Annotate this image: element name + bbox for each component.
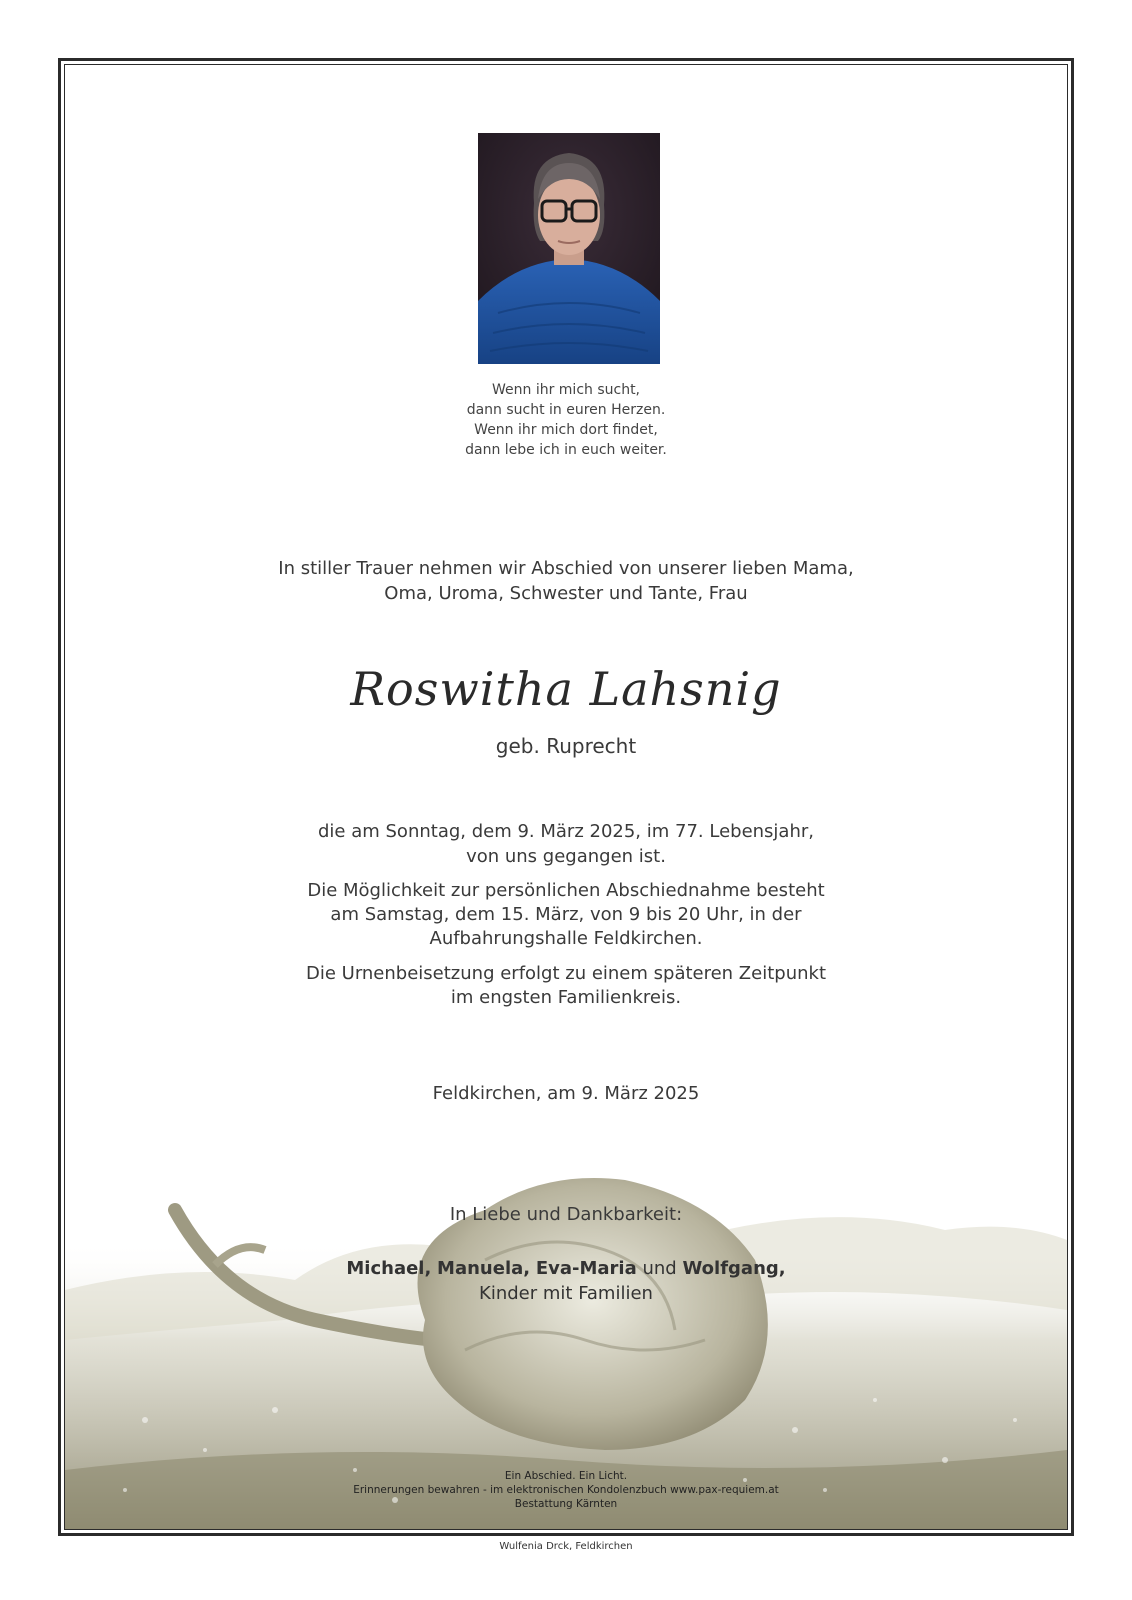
portrait-photo (478, 133, 660, 364)
conjunction: und (642, 1258, 677, 1279)
death-line: von uns gegangen ist. (466, 846, 666, 867)
children-line (0, 1256, 1132, 1281)
printer-credit: Wulfenia Drck, Feldkirchen (499, 1541, 633, 1552)
viewing-line: Aufbahrungshalle Feldkirchen. (429, 928, 703, 949)
child-name: Michael, (346, 1258, 432, 1279)
child-name: Manuela, (437, 1258, 531, 1279)
child-name: Wolfgang, (682, 1258, 786, 1279)
memorial-quote (0, 380, 1132, 460)
quote-line: dann sucht in euren Herzen. (466, 402, 666, 418)
thanks-text: In Liebe und Dankbarkeit: (449, 1204, 683, 1225)
burial-notice (0, 962, 1132, 1010)
death-line: die am Sonntag, dem 9. März 2025, im 77. Lebensjahr, (318, 821, 814, 842)
footer-line: Erinnerungen bewahren - im elektronischen Kondolenzbuch www.pax-requiem.at (353, 1484, 779, 1496)
viewing-line: am Samstag, dem 15. März, von 9 bis 20 Uhr, in der (330, 904, 802, 925)
quote-line: Wenn ihr mich sucht, (491, 382, 641, 398)
burial-line: Die Urnenbeisetzung erfolgt zu einem späteren Zeitpunkt (305, 963, 826, 984)
quote-line: Wenn ihr mich dort findet, (474, 422, 658, 438)
maiden-name: geb. Ruprecht (495, 734, 637, 758)
death-notice (0, 819, 1132, 869)
intro-line: In stiller Trauer nehmen wir Abschied von unserer lieben Mama, (278, 558, 854, 579)
deceased-name: Roswitha Lahsnig (350, 662, 782, 716)
viewing-line: Die Möglichkeit zur persönlichen Abschiednahme besteht (307, 880, 825, 901)
viewing-notice (0, 879, 1132, 951)
footer-line: Bestattung Kärnten (514, 1498, 618, 1510)
children-names (0, 1256, 1132, 1306)
condolence-footer (0, 1469, 1132, 1511)
quote-line: dann lebe ich in euch weiter. (465, 442, 667, 458)
children-subtitle: Kinder mit Familien (479, 1283, 653, 1304)
place-date: Feldkirchen, am 9. März 2025 (432, 1083, 700, 1104)
child-name: Eva-Maria (535, 1258, 637, 1279)
burial-line: im engsten Familienkreis. (450, 987, 682, 1008)
intro-text (0, 556, 1132, 606)
footer-line: Ein Abschied. Ein Licht. (504, 1470, 628, 1482)
intro-line: Oma, Uroma, Schwester und Tante, Frau (384, 583, 748, 604)
